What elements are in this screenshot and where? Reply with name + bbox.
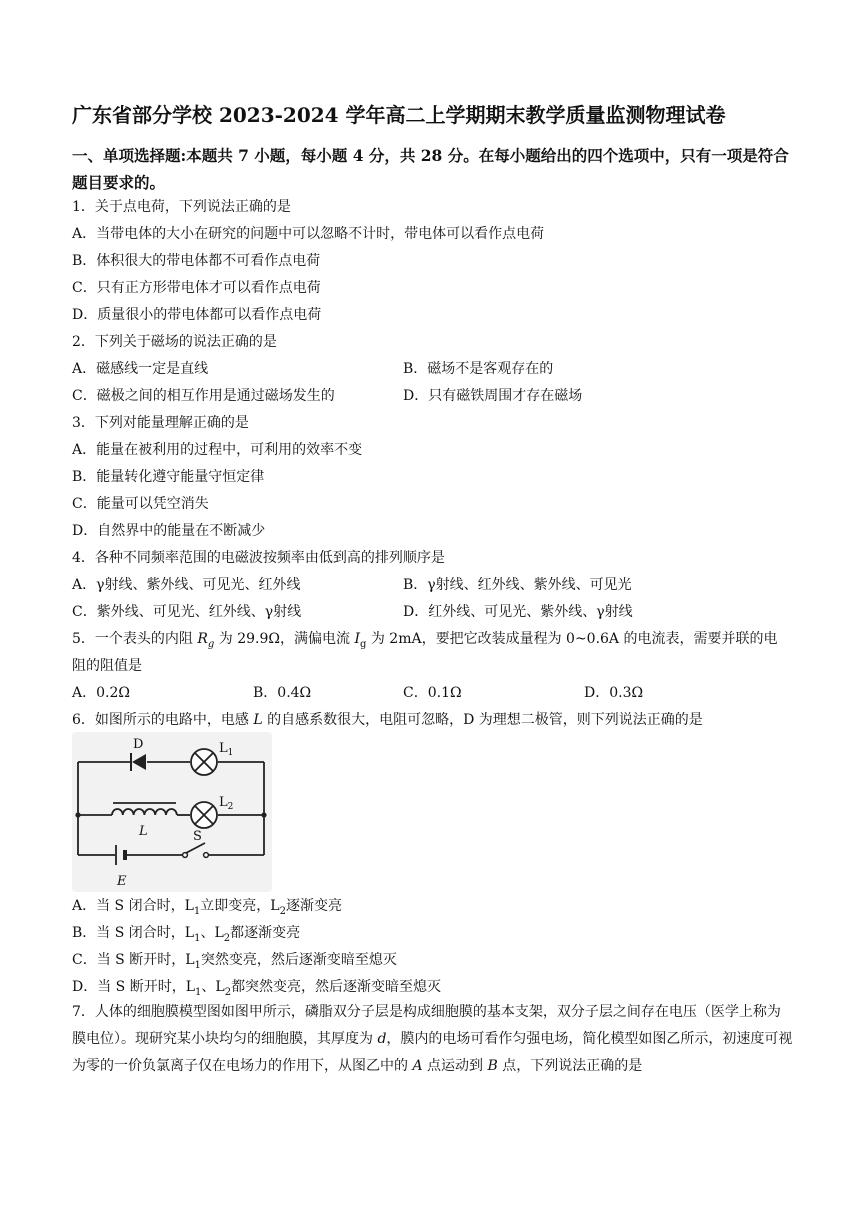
q5-stem-part1: 5．一个表头的内阻 xyxy=(72,631,198,647)
q6-b-text2: 、L xyxy=(200,925,224,941)
label-emf: E xyxy=(117,874,127,889)
q6-d-text2: 、L xyxy=(201,979,225,995)
q2-option-c: C．磁极之间的相互作用是通过磁场发生的 xyxy=(72,388,335,404)
q6-stem-part1: 6．如图所示的电路中，电感 xyxy=(72,712,254,728)
q5-stem-part3: 为 2mA，要把它改装成量程为 0~0.6A 的电流表，需要并联的电 xyxy=(366,631,778,647)
q1-option-c: C．只有正方形带电体才可以看作点电荷 xyxy=(72,280,321,296)
q1-option-d: D．质量很小的带电体都可以看作点电荷 xyxy=(72,307,322,323)
q5-rg-subscript: g xyxy=(207,638,215,650)
junction-dot-right xyxy=(261,812,266,817)
q7-text2: ，膜内的电场可看作匀强电场，简化模型如图乙所示，初速度可视为零的一价负氯离子仅在电场力的作用下，从图乙中的 xyxy=(72,1031,793,1074)
q4-option-a: A．γ射线、紫外线、可见光、红外线 xyxy=(72,577,301,593)
q1-option-b: B．体积很大的带电体都不可看作点电荷 xyxy=(72,253,321,269)
q6-d-text1: D．当 S 断开时，L xyxy=(72,979,196,995)
q6-a-text2: 立即变亮，L xyxy=(200,898,280,914)
q5-option-a: A．0.2Ω xyxy=(72,685,130,701)
q6-stem xyxy=(72,710,703,730)
q4-option-c: C．紫外线、可见光、红外线、γ射线 xyxy=(72,604,302,620)
q6-b-text1: B．当 S 闭合时，L xyxy=(72,925,195,941)
q6-b-sub2: 2 xyxy=(223,932,231,944)
q5-option-c: C．0.1Ω xyxy=(403,685,462,701)
q4-stem: 4．各种不同频率范围的电磁波按频率由低到高的排列顺序是 xyxy=(72,550,445,566)
label-d: D xyxy=(133,737,144,752)
q1-stem: 1．关于点电荷，下列说法正确的是 xyxy=(72,199,291,215)
q6-c-sub1: 1 xyxy=(194,959,201,971)
lamp-l1-symbol xyxy=(191,749,217,775)
q5-stem-line1 xyxy=(72,629,778,655)
q3-option-d: D．自然界中的能量在不断减少 xyxy=(72,523,266,539)
q5-ig-subscript: g xyxy=(359,638,367,650)
label-l1-letter: L xyxy=(219,741,228,756)
junction-dot-left xyxy=(75,812,80,817)
q7-stem xyxy=(72,999,794,1080)
q3-option-a: A．能量在被利用的过程中，可利用的效率不变 xyxy=(72,442,363,458)
q6-c-text2: 突然变亮，然后逐渐变暗至熄灭 xyxy=(200,952,397,968)
q7-thickness-symbol: d xyxy=(377,1031,387,1047)
section-heading: 一、单项选择题:本题共 7 小题，每小题 4 分，共 28 分。在每小题给出的四个选项中，只有一项是符合题目要求的。 xyxy=(72,146,789,192)
label-l1-subscript: 1 xyxy=(227,748,234,758)
q5-stem-part2: 为 29.9Ω，满偏电流 xyxy=(214,631,355,647)
q6-d-sub2: 2 xyxy=(224,986,232,998)
q1-option-a: A．当带电体的大小在研究的问题中可以忽略不计时，带电体可以看作点电荷 xyxy=(72,226,545,242)
q5-option-b: B．0.4Ω xyxy=(253,685,312,701)
q6-a-sub2: 2 xyxy=(279,905,286,917)
label-l2-letter: L xyxy=(219,795,228,810)
q5-stem-line2: 阻的阻值是 xyxy=(72,658,142,674)
exam-title: 广东省部分学校 2023-2024 学年高二上学期期末教学质量监测物理试卷 xyxy=(72,103,726,127)
q6-inductor-symbol: L xyxy=(253,712,263,728)
q4-option-b: B．γ射线、红外线、紫外线、可见光 xyxy=(403,577,632,593)
q7-point-b: B xyxy=(487,1058,498,1074)
q7-point-a: A xyxy=(412,1058,423,1074)
label-switch: S xyxy=(193,829,202,844)
q6-b-sub1: 1 xyxy=(194,932,201,944)
q7-text3: 点运动到 xyxy=(422,1058,488,1074)
q5-ig-symbol: I xyxy=(354,631,360,647)
q2-option-b: B．磁场不是客观存在的 xyxy=(403,361,554,377)
q6-b-text3: 都逐渐变亮 xyxy=(230,925,301,941)
q2-stem: 2．下列关于磁场的说法正确的是 xyxy=(72,334,277,350)
label-inductor: L xyxy=(139,824,148,839)
q5-rg-symbol: R xyxy=(197,631,208,647)
q7-text1: 7．人体的细胞膜模型图如图甲所示，磷脂双分子层是构成细胞膜的基本支架，双分子层之间存在电压（医学上称为膜电位）。现研究某小块均匀的细胞膜，其厚度为 xyxy=(72,1004,781,1047)
q6-option-a xyxy=(72,896,342,922)
q3-option-c: C．能量可以凭空消失 xyxy=(72,496,209,512)
q6-d-text3: 都突然变亮，然后逐渐变暗至熄灭 xyxy=(231,979,442,995)
q6-option-b xyxy=(72,923,300,949)
q6-option-c xyxy=(72,950,397,976)
q4-option-d: D．红外线、可见光、紫外线、γ射线 xyxy=(403,604,633,620)
label-l2-subscript: 2 xyxy=(227,802,234,812)
q3-option-b: B．能量转化遵守能量守恒定律 xyxy=(72,469,265,485)
q7-text4: 点，下列说法正确的是 xyxy=(497,1058,643,1074)
q3-stem: 3．下列对能量理解正确的是 xyxy=(72,415,249,431)
q2-option-d: D．只有磁铁周围才存在磁场 xyxy=(403,388,583,404)
q6-a-text3: 逐渐变亮 xyxy=(285,898,342,914)
q6-stem-part2: 的自感系数很大，电阻可忽略，D 为理想二极管，则下列说法正确的是 xyxy=(262,712,703,728)
q2-option-a: A．磁感线一定是直线 xyxy=(72,361,209,377)
lamp-l2-symbol xyxy=(191,802,217,828)
q5-option-d: D．0.3Ω xyxy=(584,685,644,701)
q6-a-sub1: 1 xyxy=(193,905,201,917)
q6-a-text1: A．当 S 闭合时，L xyxy=(72,898,194,914)
q6-d-sub1: 1 xyxy=(195,986,202,998)
q6-c-text1: C．当 S 断开时，L xyxy=(72,952,195,968)
circuit-diagram xyxy=(72,732,272,892)
